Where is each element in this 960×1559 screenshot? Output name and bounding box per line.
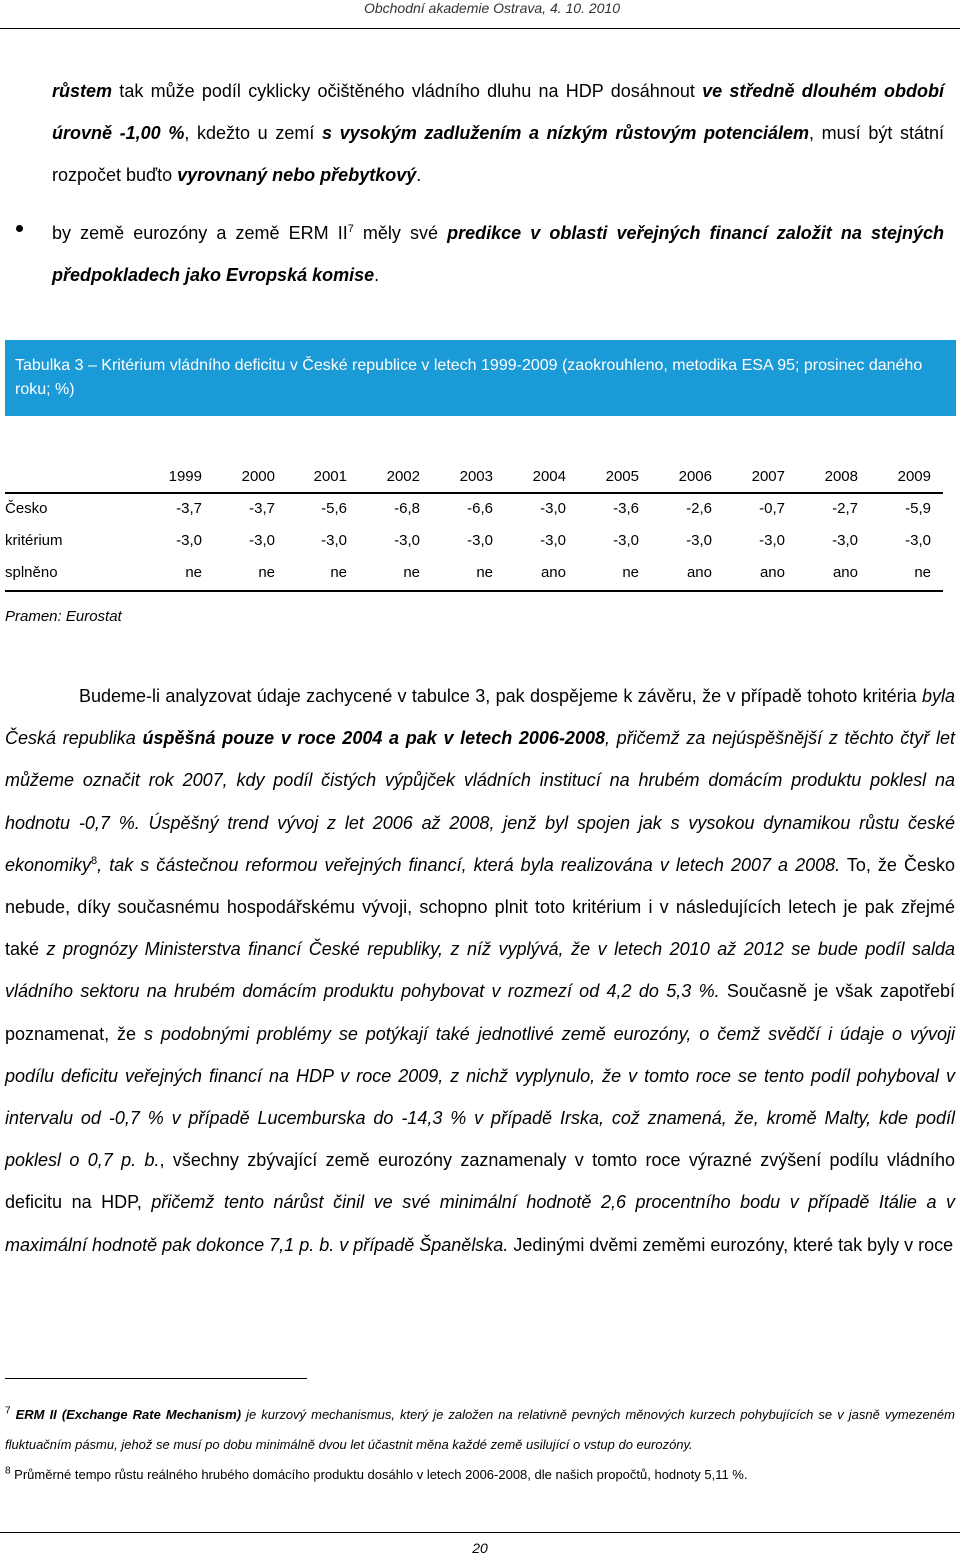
table-cell: -3,7 [176,500,202,517]
text-span: měly své [353,223,448,243]
footnote-number: 7 [5,1405,11,1417]
table-cell: -2,7 [832,500,858,517]
table-cell: -3,0 [394,532,420,549]
emph-text: ve středně dlouhém období úrovně -1,00 % [52,81,944,143]
table-row [5,494,943,526]
footnote-text: je kurzový mechanismus, který je založen na relativně pevných měnových kurzech pohybujících se v jasně vymezeném fluktuačním pásmu, jehož se musí po dobu minimálně dvou let účastnit měna každé země usilující o vstup do eurozóny. [5,1407,955,1452]
text-span: , všechny zbývající země eurozóny zaznamenaly v tomto roce výrazné zvýšení podílu vládního deficitu na HDP, [5,1150,955,1213]
table-cell: -3,0 [613,532,639,549]
table-caption: Tabulka 3 – Kritérium vládního deficitu v České republice v letech 1999-2009 (zaokrouhleno, metodika ESA 95; prosinec daného roku; %) [5,340,956,416]
table-cell: -3,0 [905,532,931,549]
bullet-icon [16,225,23,232]
row-label: kritérium [5,532,63,549]
footnote-separator [5,1378,307,1379]
table-cell: -3,0 [540,532,566,549]
text-span: Současně je však zapotřebí poznamenat, že [5,981,955,1044]
footnote-number: 8 [5,1465,11,1477]
table-cell: ne [185,564,202,581]
table-cell: -6,8 [394,500,420,517]
table-cell: -3,0 [832,532,858,549]
year-header: 2008 [824,468,858,485]
year-header: 2003 [459,468,493,485]
row-label: splněno [5,564,58,581]
footnote-7 [5,1400,955,1460]
analysis-paragraph [5,675,955,1266]
year-header: 2006 [678,468,712,485]
row-label: Česko [5,500,48,517]
emph-text: s vysokým zadlužením a nízkým růstovým potenciálem [321,123,810,143]
text-span: tak může podíl cyklicky očištěného vládního dluhu na HDP dosáhnout [112,81,703,101]
table-source: Pramen: Eurostat [5,608,122,625]
emph-text: , tak s částečnou reformou veřejných financí, která byla realizována v letech 2007 a 2008. [97,854,841,875]
paragraph-growth [52,70,944,196]
table-cell: -3,0 [467,532,493,549]
year-header: 2009 [897,468,931,485]
page-number: 20 [472,1540,488,1556]
year-header: 2002 [386,468,420,485]
text-span: . [416,165,422,185]
table-cell: ano [832,564,858,581]
table-header-row [5,462,943,494]
table-cell: ne [622,564,639,581]
footnote-term: ERM II (Exchange Rate Mechanism) [15,1407,242,1422]
header-text: Obchodní akademie Ostrava, 4. 10. 2010 [363,0,620,16]
table-cell: ne [914,564,931,581]
table-cell: -3,0 [759,532,785,549]
year-header: 2004 [532,468,566,485]
emph-text: byla Česká republika [5,686,955,749]
text-span: , kdežto u zemí [184,123,322,143]
page-header [0,0,960,30]
footnote-ref: 7 [347,223,354,235]
year-header: 2007 [751,468,785,485]
table-row [5,558,943,592]
text-span: Budeme-li analyzovat údaje zachycené v tabulce 3, pak dospějeme k závěru, že v případě tohoto kritéria [79,686,922,706]
table-cell: -2,6 [686,500,712,517]
footer-rule [0,1532,960,1533]
year-header: 2001 [313,468,347,485]
table-cell: ano [759,564,785,581]
table-cell: -3,0 [249,532,275,549]
table-cell: ne [403,564,420,581]
table-cell: -0,7 [759,500,785,517]
footnote-ref: 8 [91,854,98,867]
emph-text: , přičemž za nejúspěšnější z těchto čtyř let můžeme označit rok 2007, kdy podíl čistých výpůjček vládních institucí na hrubém domácím produktu poklesl na hodnotu -0,7 %. Úspěšný trend vývoj z let 2006 až 2008, jenž byl spojen jak s vysokou dynamikou růstu české ekonomiky [5,728,955,875]
emph-text: predikce v oblasti veřejných financí založit na stejných předpokladech jako Evropská komise [52,223,944,285]
table-cell: -3,0 [321,532,347,549]
emph-text: z prognózy Ministerstva financí České republiky, z níž vyplývá, že v letech 2010 až 2012 se bude podíl salda vládního sektoru na hrubém domácím produktu pohybovat v rozmezí od 4,2 do 5,3 %. [5,939,955,1002]
table-cell: ne [476,564,493,581]
footnote-8 [5,1460,955,1490]
footnote-text: Průměrné tempo růstu reálného hrubého domácího produktu dosáhlo v letech 2006-2008, dle našich propočtů, hodnoty 5,11 %. [10,1467,748,1482]
emph-text: růstem [52,81,113,101]
table-cell: -3,6 [613,500,639,517]
emph-text: s podobnými problémy se potýkají také jednotlivé země eurozóny, o čemž svědčí i údaje o vývoji podílu deficitu veřejných financí na HDP v roce 2009, z nichž vyplynulo, že v tomto roce se tento podíl pohyboval v intervalu od -0,7 % v případě Lucemburska do -14,3 % v případě Irska, což znamená, že, kromě Malty, kde podíl poklesl o 0,7 p. b. [5,1023,955,1171]
table-cell: -5,6 [321,500,347,517]
text-span: . [374,265,380,285]
emph-text: přičemž tento nárůst činil ve své minimální hodnotě 2,6 procentního bodu v případě Itálie a v maximální hodnotě pak dokonce 7,1 p. b. v případě Španělska. [5,1192,955,1255]
table-cell: -3,0 [686,532,712,549]
deficit-table [5,462,943,592]
year-header: 2005 [605,468,639,485]
text-span: , musí být státní rozpočet buďto [52,123,945,185]
text-span: Jedinými dvěmi zeměmi eurozóny, které tak byly v roce [508,1234,954,1255]
emph-text: úspěšná pouze v roce 2004 a pak v letech 2006-2008 [142,728,605,749]
table-cell: -3,0 [176,532,202,549]
table-row [5,526,943,558]
bullet-item [52,212,944,296]
year-header: 2000 [241,468,275,485]
table-cell: ne [258,564,275,581]
table-cell: -3,7 [249,500,275,517]
table-cell: -3,0 [540,500,566,517]
header-rule [0,28,960,29]
table-cell: ano [686,564,712,581]
table-cell: -5,9 [905,500,931,517]
text-span: by země eurozóny a země ERM II [52,223,348,243]
text-span: To, že Česko nebude, díky současnému hospodářskému vývoji, schopno plnit toto kritérium i v následujících letech je pak zřejmé také [5,854,955,960]
year-header: 1999 [168,468,202,485]
emph-text: vyrovnaný nebo přebytkový [177,165,417,185]
table-cell: ne [330,564,347,581]
table-cell: -6,6 [467,500,493,517]
table-cell: ano [540,564,566,581]
